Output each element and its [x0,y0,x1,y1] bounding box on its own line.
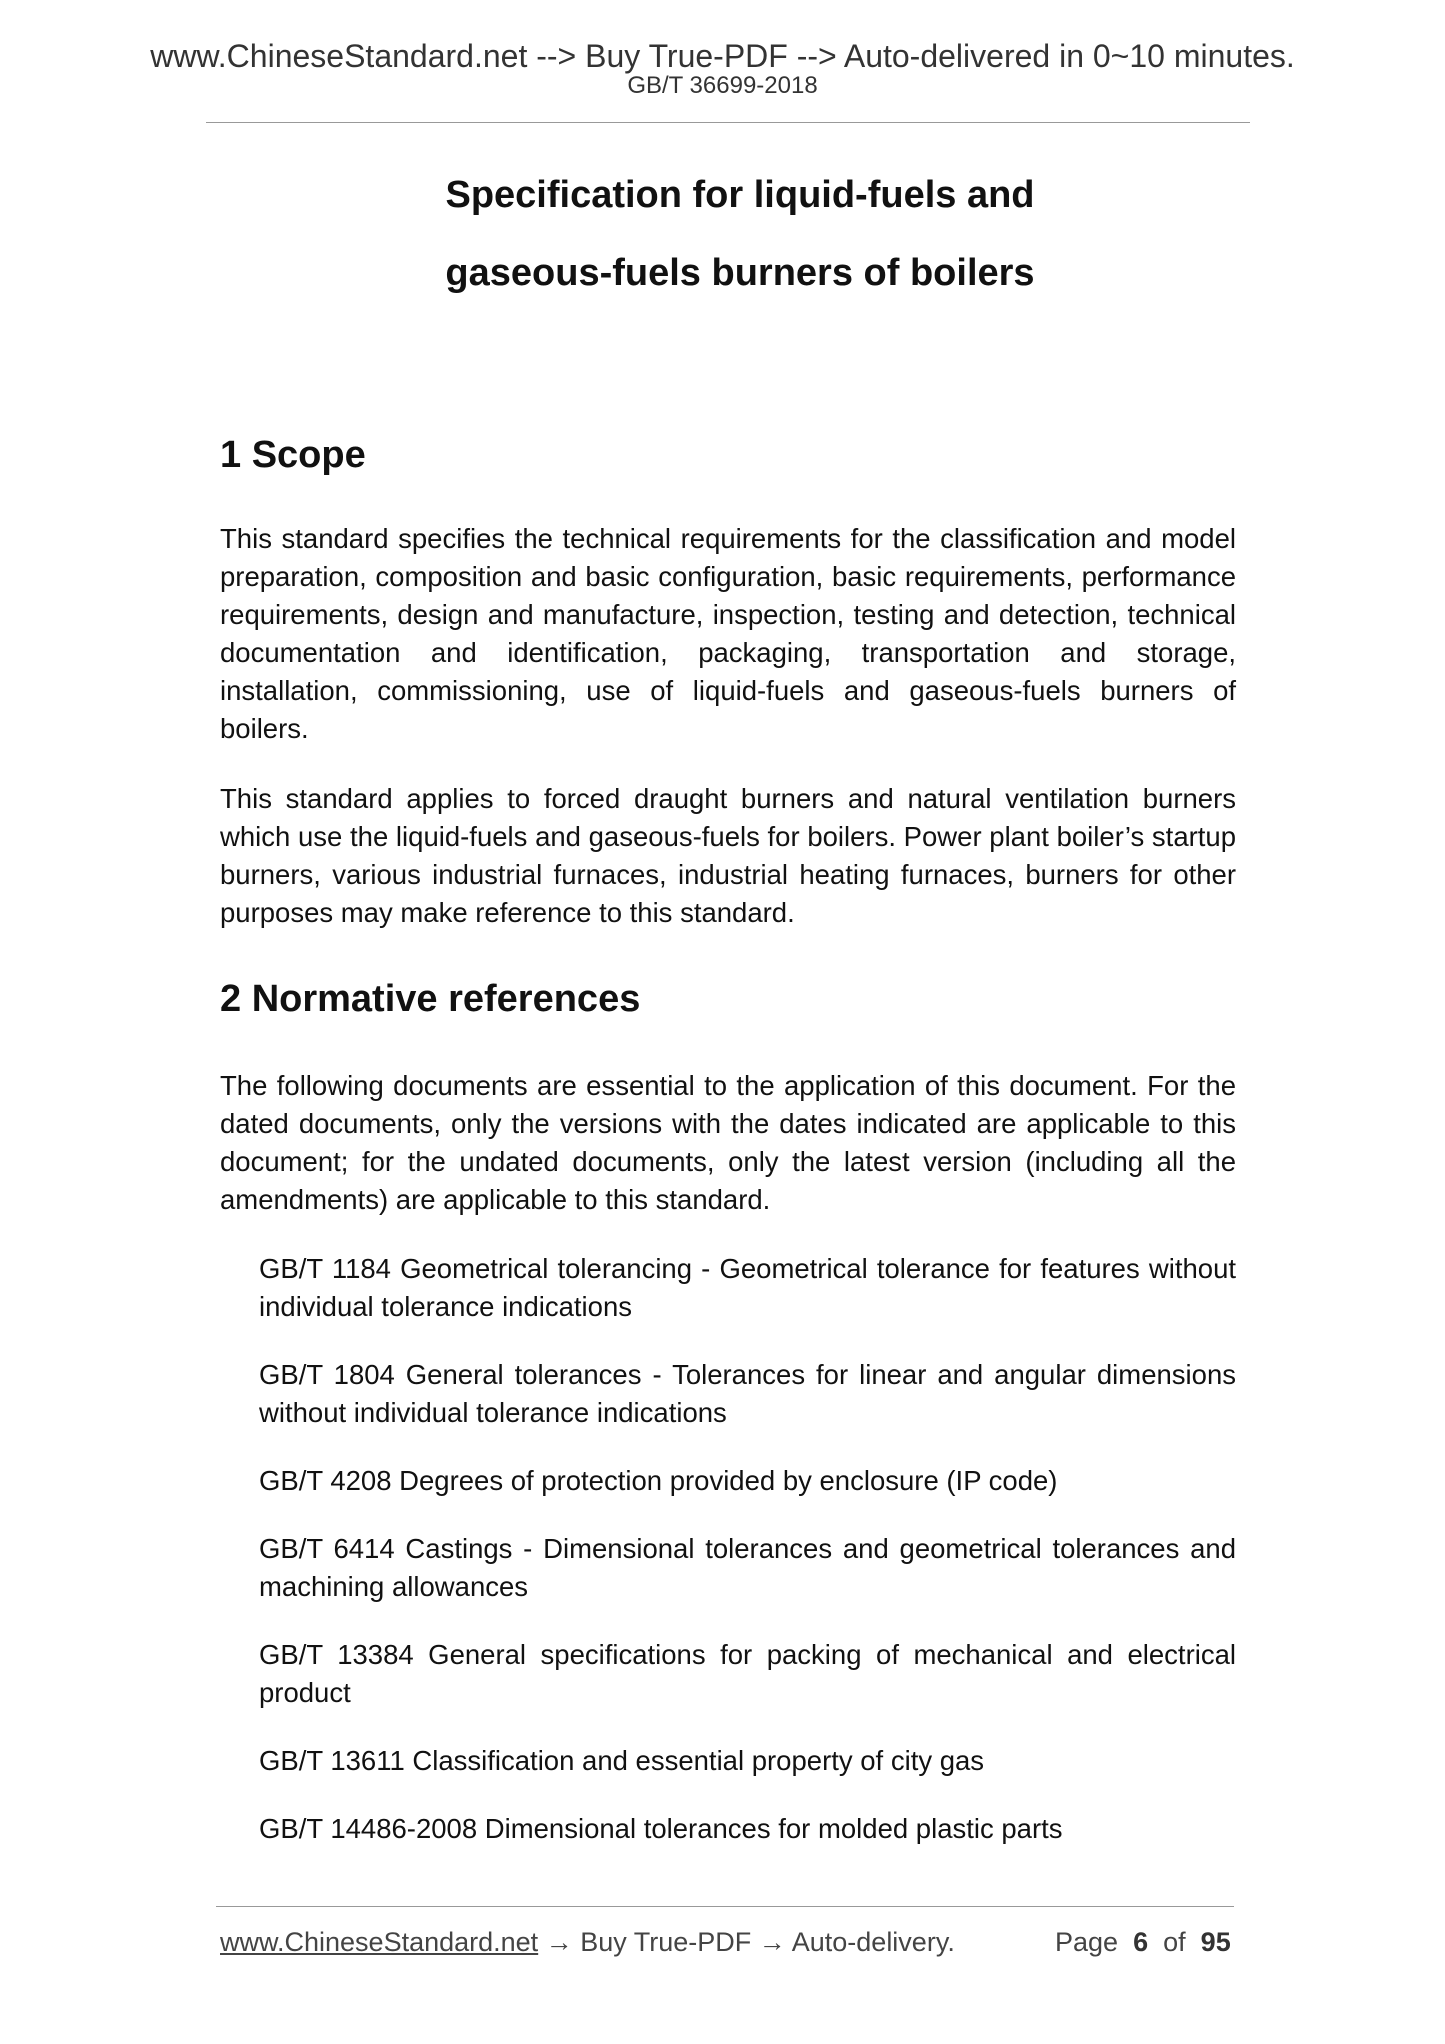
footer-website-link[interactable]: www.ChineseStandard.net [220,1927,539,1957]
page-of-label: of [1163,1927,1186,1957]
section-heading-scope: 1 Scope [220,434,366,476]
reference-item: GB/T 4208 Degrees of protection provided by enclosure (IP code) [259,1465,1058,1496]
reference-item: GB/T 1184 Geometrical tolerancing - Geometrical tolerance for features without individual tolerance indications [259,1253,1236,1322]
footer-divider [216,1906,1234,1907]
document-title-line-1: Specification for liquid-fuels and [445,174,1035,216]
reference-list [259,1250,1236,1878]
top-banner: www.ChineseStandard.net --> Buy True-PDF --> Auto-delivered in 0~10 minutes. [150,38,1295,74]
document-code: GB/T 36699-2018 [627,72,818,99]
references-intro-paragraph: The following documents are essential to the application of this document. For the dated documents, only the versions with the dates indicated are applicable to this document; for the undated documents, only the latest version (including all the amendments) are applicable to this standard. [220,1070,1236,1215]
document-title-line-2: gaseous-fuels burners of boilers [445,252,1035,294]
scope-paragraph-1: This standard specifies the technical requirements for the classification and model preparation, composition and basic configuration, basic requirements, performance requirements, design and manufacture, inspection, testing and detection, technical documentation and identification, packaging, transportation and storage, installation, commissioning, use of liquid-fuels and gaseous-fuels burners of boilers. [220,523,1236,744]
reference-item: GB/T 1804 General tolerances - Tolerances for linear and angular dimensions without individual tolerance indications [259,1359,1236,1428]
reference-item: GB/T 13384 General specifications for packing of mechanical and electrical product [259,1639,1236,1708]
footer-tagline [220,1929,955,1956]
reference-item: GB/T 14486-2008 Dimensional tolerances for molded plastic parts [259,1813,1063,1844]
page-indicator [1055,1929,1231,1956]
page-number: 6 [1133,1927,1149,1957]
scope-paragraph-2: This standard applies to forced draught burners and natural ventilation burners which use the liquid-fuels and gaseous-fuels for boilers. Power plant boiler’s startup burners, various industrial furnaces, industrial heating furnaces, burners for other purposes may make reference to this standard. [220,783,1236,928]
footer-tagline-text: → Buy True-PDF → Auto-delivery. [538,1927,955,1957]
reference-item: GB/T 6414 Castings - Dimensional tolerances and geometrical tolerances and machining allowances [259,1533,1236,1602]
page-label: Page [1055,1927,1119,1957]
section-heading-normative-references: 2 Normative references [220,978,641,1020]
page-total: 95 [1200,1927,1231,1957]
header-divider [206,122,1250,123]
reference-item: GB/T 13611 Classification and essential property of city gas [259,1745,985,1776]
